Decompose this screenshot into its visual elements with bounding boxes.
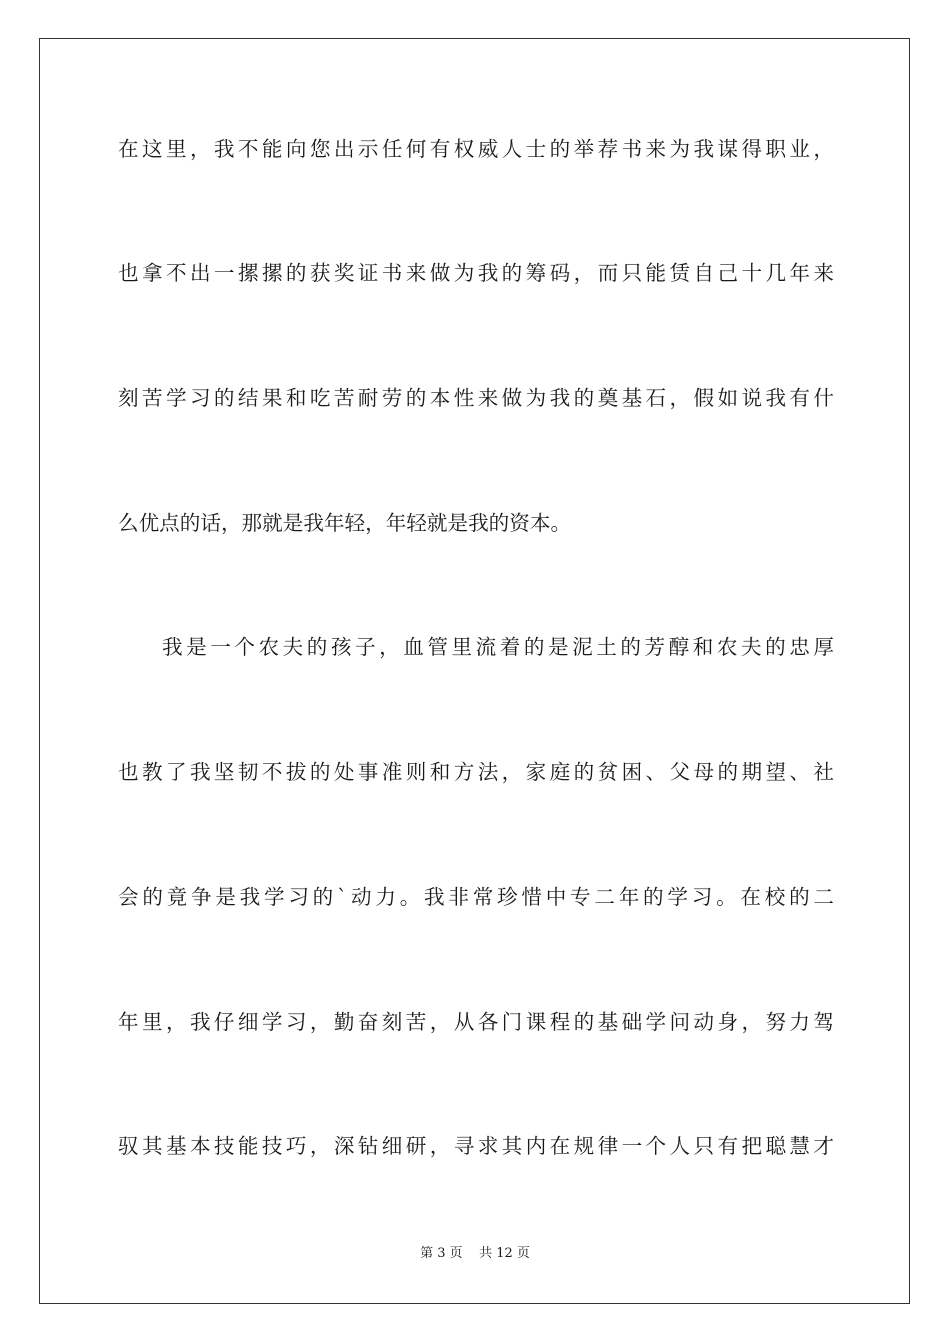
body-text-line: 在这里，我不能向您出示任何有权威人士的举荐书来为我谋得职业， (118, 137, 834, 161)
body-text-line: 么优点的话，那就是我年轻，年轻就是我的资本。 (118, 511, 572, 535)
body-text-line: 会的竟争是我学习的`动力。我非常珍惜中专二年的学习。在校的二 (118, 885, 834, 909)
body-text-line: 刻苦学习的结果和吃苦耐劳的本性来做为我的奠基石，假如说我有什 (118, 386, 834, 410)
body-text-line: 也教了我坚韧不拔的处事准则和方法，家庭的贫困、父母的期望、社 (118, 760, 834, 784)
page-border (39, 38, 910, 1304)
paragraph-first-line: 我是一个农夫的孩子，血管里流着的是泥土的芳醇和农夫的忠厚 (162, 635, 834, 659)
page-number-footer: 第 3 页 共 12 页 (420, 1246, 530, 1261)
body-text-line: 也拿不出一摞摞的获奖证书来做为我的筹码，而只能赁自己十几年来 (118, 261, 834, 285)
body-text-line: 驭其基本技能技巧，深钻细研，寻求其内在规律一个人只有把聪慧才 (118, 1134, 834, 1158)
body-text-line: 年里，我仔细学习，勤奋刻苦，从各门课程的基础学问动身，努力驾 (118, 1010, 834, 1034)
